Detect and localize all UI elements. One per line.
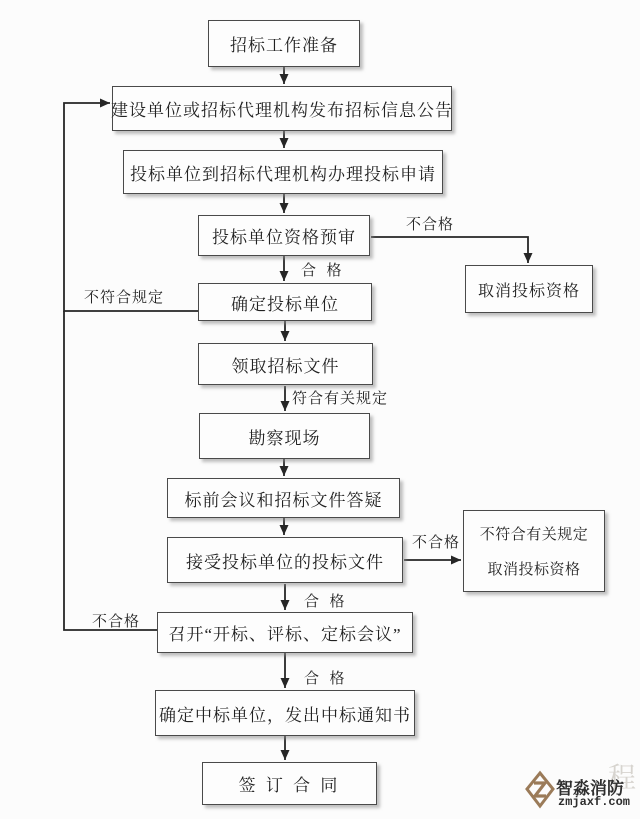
edge-label-qualified-2: 合 格: [304, 594, 346, 610]
watermark: [524, 768, 640, 816]
node-collect-documents: 领取招标文件: [198, 343, 373, 385]
cancel-2-line-1: 不符合有关规定: [479, 527, 589, 543]
node-confirm-bidders: 确定投标单位: [198, 283, 372, 321]
node-bid-preparation: 招标工作准备: [208, 20, 360, 67]
node-cancel-qualification-2: [463, 510, 605, 592]
cancel-2-line-2: 取消投标资格: [487, 562, 581, 578]
edge-label-conforming: 符合有关规定: [292, 391, 389, 407]
edge-label-qualified-1: 合 格: [301, 263, 343, 279]
edge-label-unqualified-3: 不合格: [92, 614, 141, 630]
node-cancel-qualification-1: 取消投标资格: [465, 265, 593, 313]
edge-label-unqualified-1: 不合格: [406, 217, 455, 233]
edge-label-qualified-3: 合 格: [304, 671, 346, 687]
node-prebid-meeting: 标前会议和招标文件答疑: [167, 478, 400, 518]
watermark-brand-text: 智淼消防: [556, 779, 624, 798]
node-accept-bid-documents: 接受投标单位的投标文件: [167, 537, 403, 583]
node-bid-opening-meeting: 召开“开标、评标、定标会议”: [157, 612, 413, 653]
node-prequalification: 投标单位资格预审: [198, 215, 370, 256]
node-publish-announcement: 建设单位或招标代理机构发布招标信息公告: [112, 86, 452, 131]
node-bid-application: 投标单位到招标代理机构办理投标申请: [123, 150, 443, 194]
watermark-domain-text: zmjaxf.com: [558, 795, 631, 809]
node-sign-contract: 签 订 合 同: [202, 762, 377, 805]
node-award-notice: 确定中标单位，发出中标通知书: [155, 690, 415, 736]
edge-label-unqualified-2: 不合格: [412, 535, 461, 551]
faint-watermark-char: 程: [608, 762, 637, 793]
node-site-survey: 勘察现场: [199, 413, 370, 459]
diamond-z-logo-icon: [524, 770, 556, 810]
edge-label-nonconforming: 不符合规定: [84, 290, 165, 306]
